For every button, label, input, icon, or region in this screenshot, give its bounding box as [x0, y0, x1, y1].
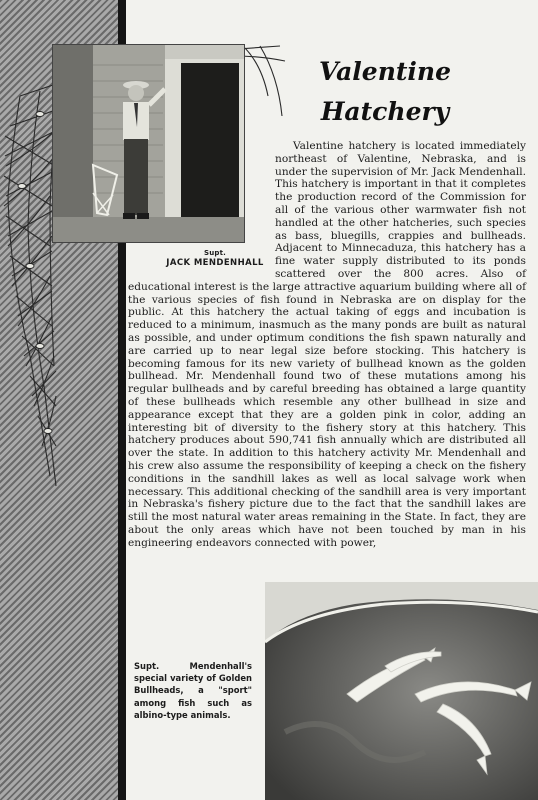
golden-bullheads-caption: Supt. Mendenhall's special variety of Golden Bullheads, a "sport" among fish such as albino-type animals. — [134, 661, 252, 720]
caption-name: JACK MENDENHALL — [166, 258, 264, 268]
golden-bullheads-photo — [265, 582, 538, 800]
title-line-1: Valentine — [318, 57, 451, 86]
title-line-2: Hatchery — [320, 97, 450, 126]
text-wrap-spacer — [128, 140, 275, 273]
article-body — [128, 140, 526, 550]
caption-rank: Supt. — [203, 249, 227, 257]
article-title — [300, 52, 470, 132]
article-paragraph: Valentine hatchery is located immediately northeast of Valentine, Nebraska, and is under the supervision of Mr. Jack Mendenhall. This hatchery is important in that it completes the production record of the Commission for all of the various other warmwater fish not handled at the other hatcheries, such species as bass, bluegills, crappies and bullheads. Adjacent to Minnecaduza, this hatchery has a fine water supply distributed to its ponds scattered over the 800 acres. Also of educational interest is the large attractive aquarium building where all of the various species of fish found in Nebraska are on display for the public. At this hatchery the actual taking of eggs and incubation is reduced to a minimum, inasmuch as the many ponds are built as natural as possible, and under optimum conditions the fish spawn naturally and are carried up to near legal size before stocking. This hatchery is becoming famous for its new variety of bullhead known as the golden bullhead. Mr. Mendenhall found two of these mutations among his regular bullheads and by careful breeding has obtained a large quantity of these bullheads which resemble any other bullhead in size and appearance except that they are a golden pink in color, adding an interesting bit of diversity to the fishery story at this hatchery. This hatchery produces about 590,741 fish annually which are distributed all over the state. In addition to this hatchery activity Mr. Mendenhall and his crew also assume the responsibility of keeping a check on the fishery conditions in the sandhill lakes as well as local salvage work when necessary. This additional checking of the sandhill area is very important in Nebraska's fishery picture due to the fact that the sandhill lakes are still the most natural water areas remaining in the State. In fact, they are about the only areas which have not been touched by man in his engineering endeavors connected with power, — [128, 140, 526, 549]
golden-bullheads-illustration — [265, 582, 538, 800]
